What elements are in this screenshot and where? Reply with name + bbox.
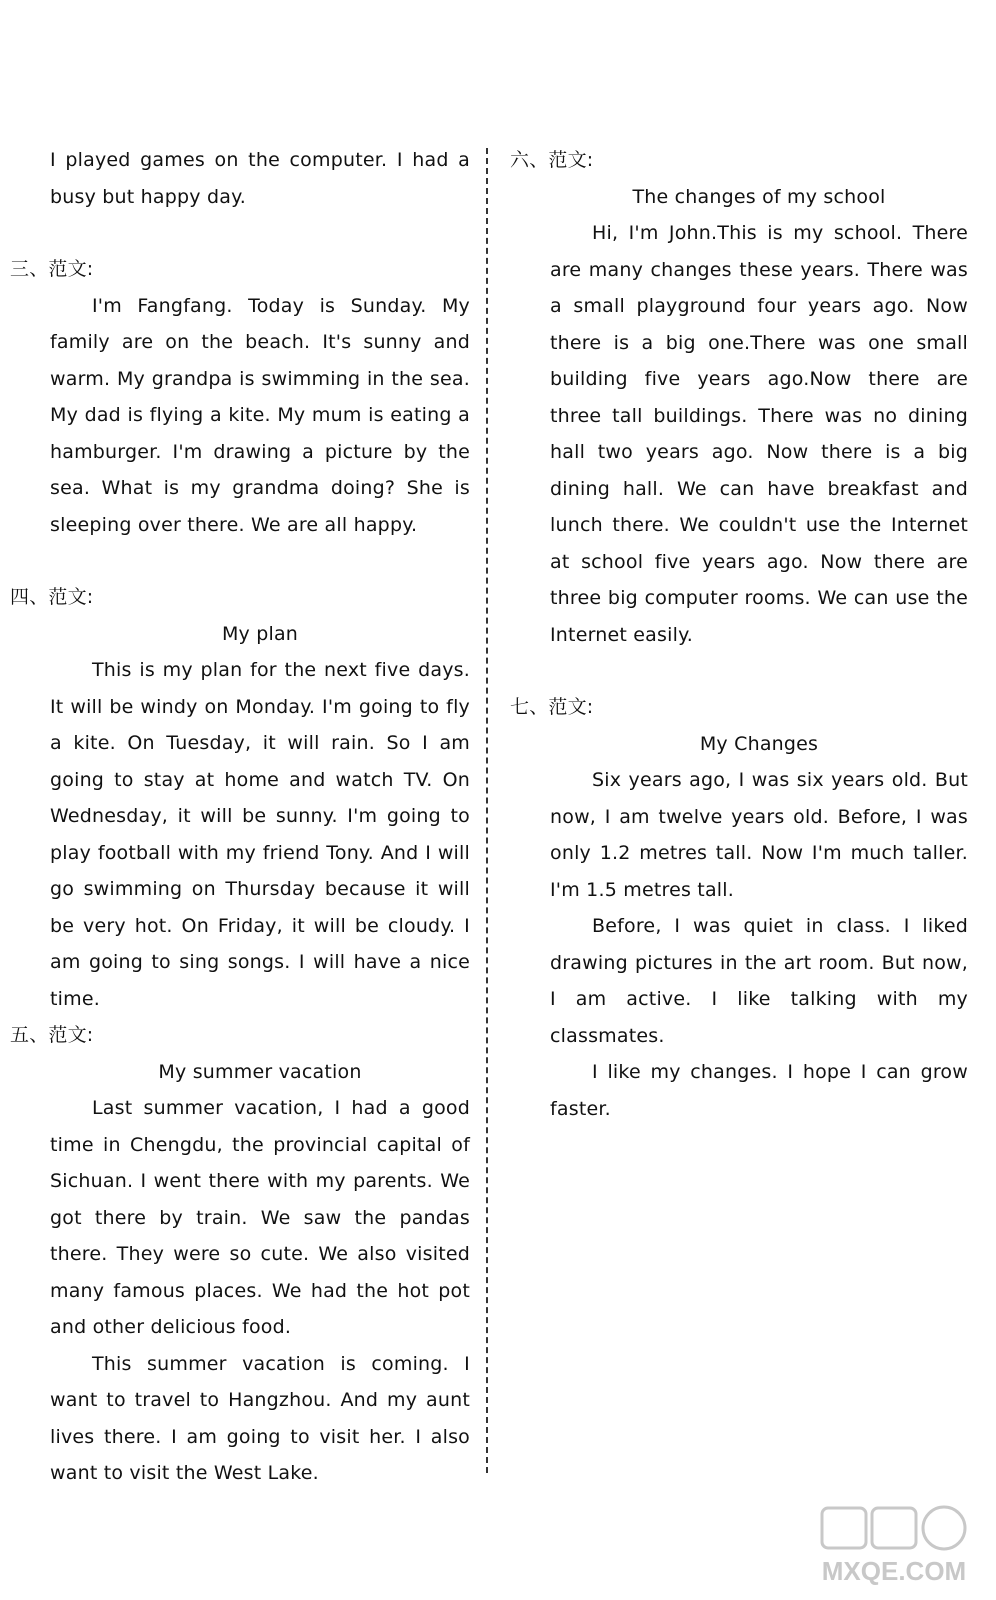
section-3-body: I'm Fangfang. Today is Sunday. My family are on the beach. It's sunny and warm. My grandpa is swimming in the sea. My dad is flying a kite. My mum is eating a hamburger. I'm drawing a picture by the sea. What is my grandma doing? She is sleeping over there. We are all happy. [50,294,470,536]
watermark-text: MXQE.COM [821,1556,967,1586]
watermark-logo [814,1500,974,1590]
section-5-title: My summer vacation [158,1060,362,1083]
watermark-glyph-3 [923,1507,965,1549]
left-column [10,142,470,1492]
section-7-paragraph-1: Six years ago, I was six years old. But now, I am twelve years old. Before, I was only 1.2 metres tall. Now I'm much taller. I'm 1.5 metres tall. [550,769,968,901]
right-column [510,142,968,1127]
section-3-heading: 三、范文: [10,258,94,280]
section-5-paragraph-2: This summer vacation is coming. I want to travel to Hangzhou. And my aunt lives there. I am going to visit her. I also want to visit the West Lake. [50,1352,470,1484]
section-6-title: The changes of my school [632,185,886,208]
section-6-body: Hi, I'm John.This is my school. There are many changes these years. There was a small playground four years ago. Now there is a big one.There was one small building five years ago.Now there are three tall buildings. There was no dining hall two years ago. Now there is a big dining hall. We can have breakfast and lunch there. We couldn't use the Internet at school five years ago. Now there are three big computer rooms. We can use the Internet easily. [550,222,968,646]
section-7-paragraph-3: I like my changes. I hope I can grow faster. [550,1061,968,1120]
section-7-paragraph-2: Before, I was quiet in class. I liked drawing pictures in the art room. But now, I am active. I like talking with my classmates. [550,915,968,1047]
continuation-text: I played games on the computer. I had a busy but happy day. [50,149,470,208]
section-5-heading: 五、范文: [10,1024,94,1046]
section-7-title: My Changes [699,732,819,755]
section-4-title: My plan [221,622,299,645]
column-divider [486,148,488,1473]
section-6-heading: 六、范文: [510,149,594,171]
watermark-glyph-1 [822,1508,866,1548]
section-7-heading: 七、范文: [510,696,594,718]
section-5-paragraph-1: Last summer vacation, I had a good time in Chengdu, the provincial capital of Sichuan. I went there with my parents. We got there by train. We saw the pandas there. They were so cute. We also visited many famous places. We had the hot pot and other delicious food. [50,1097,470,1338]
watermark-glyph-2 [872,1508,916,1548]
section-4-heading: 四、范文: [10,586,94,608]
section-4-body: This is my plan for the next five days. It will be windy on Monday. I'm going to fly a kite. On Tuesday, it will rain. So I am going to stay at home and watch TV. On Wednesday, it will be sunny. I'm going to play football with my friend Tony. And I will go swimming on Thursday because it will be very hot. On Friday, it will be cloudy. I am going to sing songs. I will have a nice time. [50,659,470,1010]
